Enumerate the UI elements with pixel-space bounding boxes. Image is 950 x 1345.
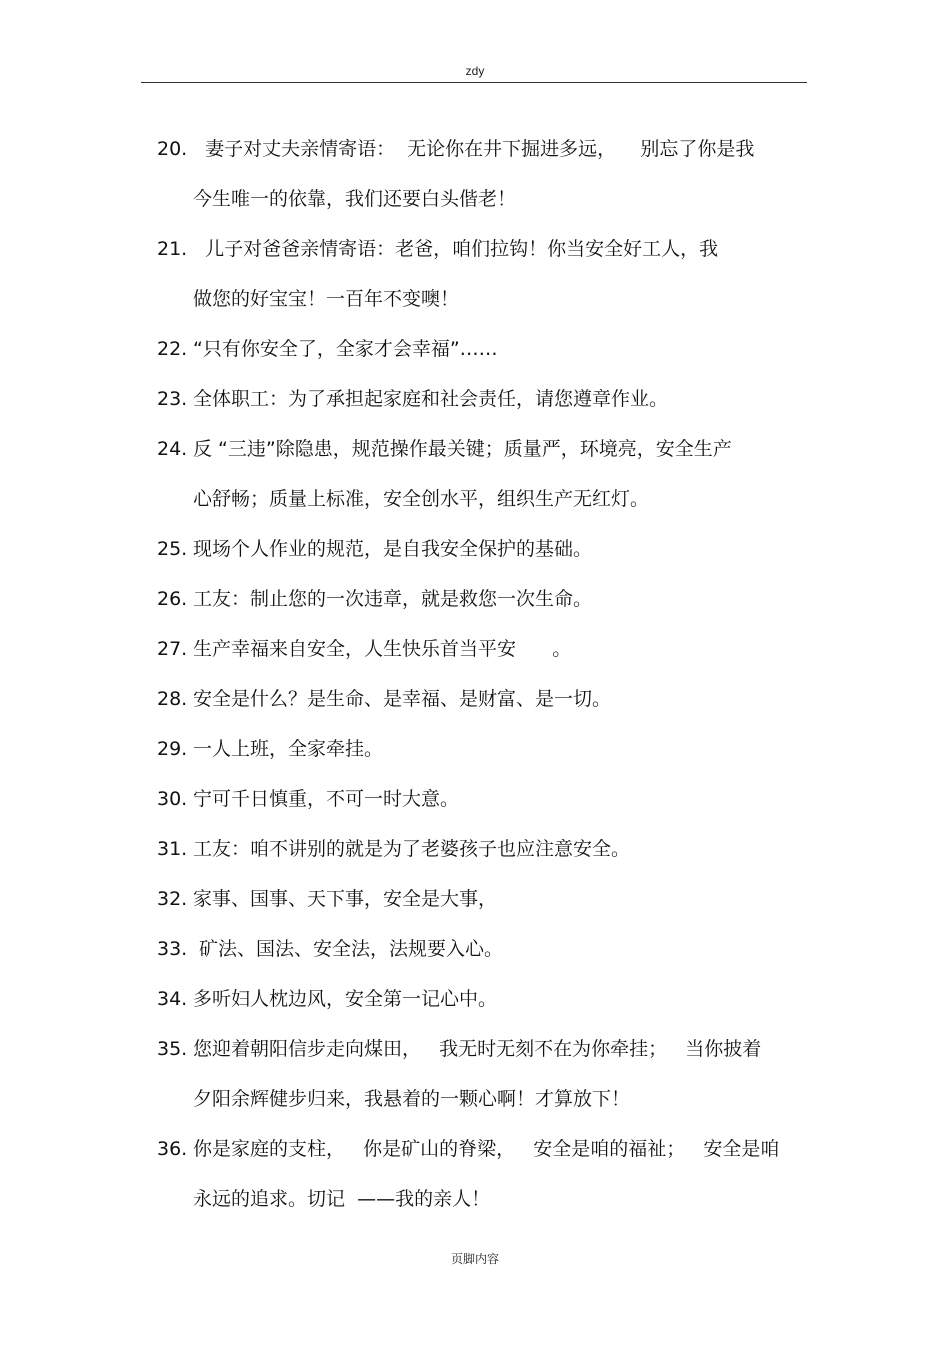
item-number: 34. (157, 988, 188, 1010)
item-number: 26. (157, 588, 188, 610)
list-item (157, 724, 817, 774)
page-header: zdy (465, 64, 485, 78)
list-item (157, 624, 817, 674)
list-item (157, 224, 817, 324)
item-text-line: 工友：咱不讲别的就是为了老婆孩子也应注意安全。 (193, 838, 631, 860)
item-text-line: 永远的追求。切记 ——我的亲人！ (193, 1188, 491, 1210)
list-item (157, 424, 817, 524)
item-number: 27. (157, 638, 188, 660)
header-divider (141, 82, 807, 83)
item-number: 21. (157, 238, 188, 260)
item-number: 30. (157, 788, 188, 810)
item-text-line: 妻子对丈夫亲情寄语： 无论你在井下掘进多远， 别忘了你是我 (193, 138, 755, 160)
item-number: 24. (157, 438, 188, 460)
list-item (157, 924, 817, 974)
item-text-line: 工友：制止您的一次违章，就是救您一次生命。 (193, 588, 593, 610)
item-text-line: 您迎着朝阳信步走向煤田， 我无时无刻不在为你牵挂； 当你披着 (193, 1038, 762, 1060)
item-text-line: 多听妇人枕边风，安全第一记心中。 (193, 988, 498, 1010)
item-number: 25. (157, 538, 188, 560)
item-number: 32. (157, 888, 188, 910)
item-text-line: 生产幸福来自安全，人生快乐首当平安 。 (193, 638, 572, 660)
item-text-line: “只有你安全了，全家才会幸福”…… (193, 338, 498, 360)
item-text-line: 今生唯一的依靠，我们还要白头偕老！ (193, 188, 517, 210)
item-number: 20. (157, 138, 188, 160)
list-item (157, 874, 817, 924)
list-item (157, 124, 817, 224)
list-item (157, 1124, 817, 1224)
page-footer: 页脚内容 (450, 1252, 499, 1266)
list-item (157, 674, 817, 724)
item-text-line: 矿法、国法、安全法，法规要入心。 (193, 938, 504, 960)
list-item (157, 974, 817, 1024)
item-number: 35. (157, 1038, 188, 1060)
list-item (157, 524, 817, 574)
item-number: 29. (157, 738, 188, 760)
item-text-line: 宁可千日慎重，不可一时大意。 (193, 788, 460, 810)
item-number: 22. (157, 338, 188, 360)
item-number: 36. (157, 1138, 188, 1160)
item-text-line: 你是家庭的支柱， 你是矿山的脊梁， 安全是咱的福祉； 安全是咱 (193, 1138, 780, 1160)
list-item (157, 574, 817, 624)
item-text-line: 家事、国事、天下事，安全是大事， (193, 888, 498, 910)
item-text-line: 安全是什么？是生命、是幸福、是财富、是一切。 (193, 688, 612, 710)
item-number: 23. (157, 388, 188, 410)
item-text-line: 反 “三违”除隐患，规范操作最关键；质量严，环境亮，安全生产 (193, 438, 732, 460)
item-number: 33. (157, 938, 188, 960)
slogan-list (157, 124, 817, 1224)
item-text-line: 夕阳余辉健步归来，我悬着的一颗心啊！才算放下！ (193, 1088, 631, 1110)
list-item (157, 824, 817, 874)
item-number: 28. (157, 688, 188, 710)
item-text-line: 一人上班，全家牵挂。 (193, 738, 384, 760)
list-item (157, 1024, 817, 1124)
list-item (157, 374, 817, 424)
item-number: 31. (157, 838, 188, 860)
item-text-line: 现场个人作业的规范，是自我安全保护的基础。 (193, 538, 593, 560)
item-text-line: 全体职工：为了承担起家庭和社会责任，请您遵章作业。 (193, 388, 669, 410)
list-item (157, 324, 817, 374)
list-item (157, 774, 817, 824)
item-text-line: 做您的好宝宝！一百年不变噢！ (193, 288, 460, 310)
item-text-line: 心舒畅；质量上标准，安全创水平，组织生产无红灯。 (193, 488, 650, 510)
item-text-line: 儿子对爸爸亲情寄语：老爸，咱们拉钩！你当安全好工人，我 (193, 238, 719, 260)
